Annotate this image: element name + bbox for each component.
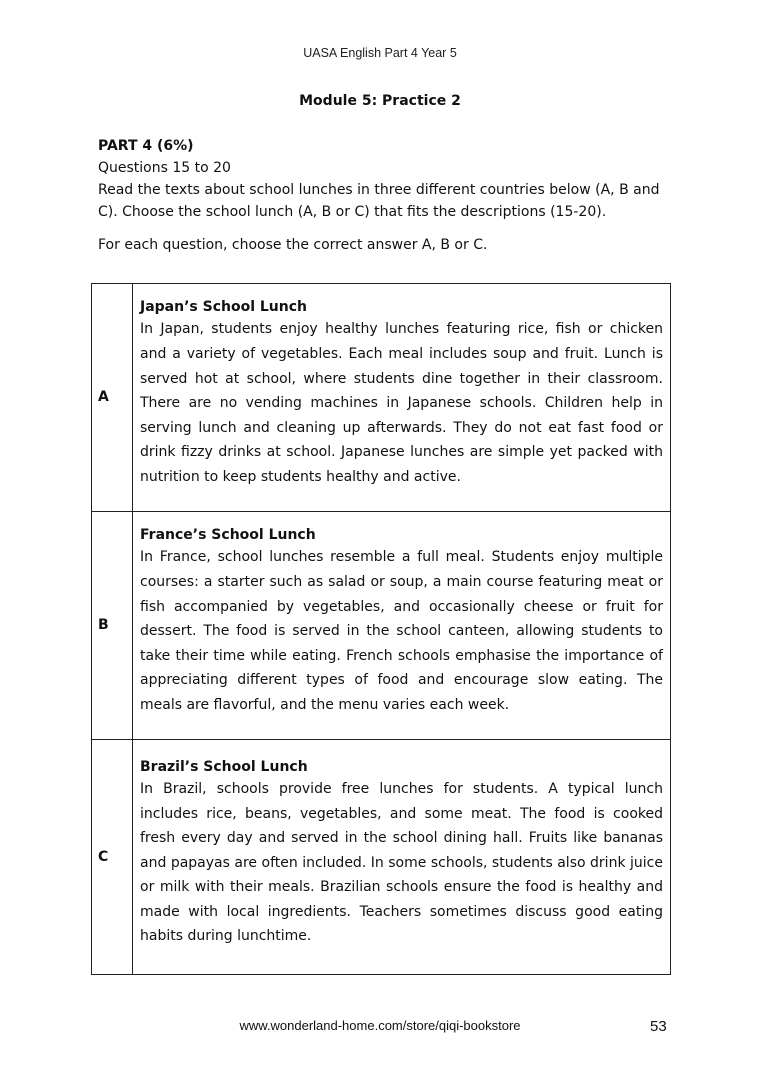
lunch-text-cell <box>133 740 671 975</box>
table-row <box>92 284 671 512</box>
option-letter: C <box>92 740 133 975</box>
instructions: Read the texts about school lunches in three different countries below (A, B and C). Choose the school lunch (A, B or C) that fits the descriptions (15-20). <box>98 182 660 220</box>
table-row <box>92 740 671 975</box>
lunch-title: Brazil’s School Lunch <box>140 758 308 775</box>
module-title: Module 5: Practice 2 <box>299 93 461 109</box>
lunch-text-cell <box>133 512 671 740</box>
lunch-text-cell <box>133 284 671 512</box>
choose-instruction: For each question, choose the correct answer A, B or C. <box>98 237 488 253</box>
lunch-description: In Japan, students enjoy healthy lunches featuring rice, fish or chicken and a variety of vegetables. Each meal includes soup and fruit. Lunch is served hot at school, where students dine together in their classroom. There are no vending machines in Japanese schools. Children help in serving lunch and cleaning up afterwards. They do not eat fast food or drink fizzy drinks at school. Japanese lunches are simple yet packed with nutrition to keep students healthy and active. <box>140 321 663 485</box>
lunch-title: France’s School Lunch <box>140 527 316 544</box>
lunch-title: Japan’s School Lunch <box>140 299 307 316</box>
option-letter: A <box>92 284 133 512</box>
footer-url: www.wonderland-home.com/store/qiqi-bookstore <box>239 1018 521 1033</box>
lunch-description: In France, school lunches resemble a full meal. Students enjoy multiple courses: a starter such as salad or soup, a main course featuring meat or fish accompanied by vegetables, and occasionally cheese or fruit for dessert. The food is served in the school canteen, allowing students to take their time while eating. French schools emphasise the importance of appreciating different types of food and encourage slow eating. The meals are flavorful, and the menu varies each week. <box>140 549 663 713</box>
page-number: 53 <box>650 1018 667 1035</box>
intro-section <box>98 135 678 256</box>
table-row <box>92 512 671 740</box>
page-header: UASA English Part 4 Year 5 <box>303 46 457 60</box>
option-letter: B <box>92 512 133 740</box>
part-heading: PART 4 (6%) <box>98 138 194 154</box>
lunch-texts-table <box>91 283 671 975</box>
lunch-description: In Brazil, schools provide free lunches for students. A typical lunch includes rice, beans, vegetables, and some meat. The food is cooked fresh every day and served in the school dining hall. Fruits like bananas and papayas are often included. In some schools, students also drink juice or milk with their meals. Brazilian schools ensure the food is healthy and made with local ingredients. Teachers sometimes discuss good eating habits during lunchtime. <box>140 780 663 945</box>
questions-range: Questions 15 to 20 <box>98 160 231 176</box>
